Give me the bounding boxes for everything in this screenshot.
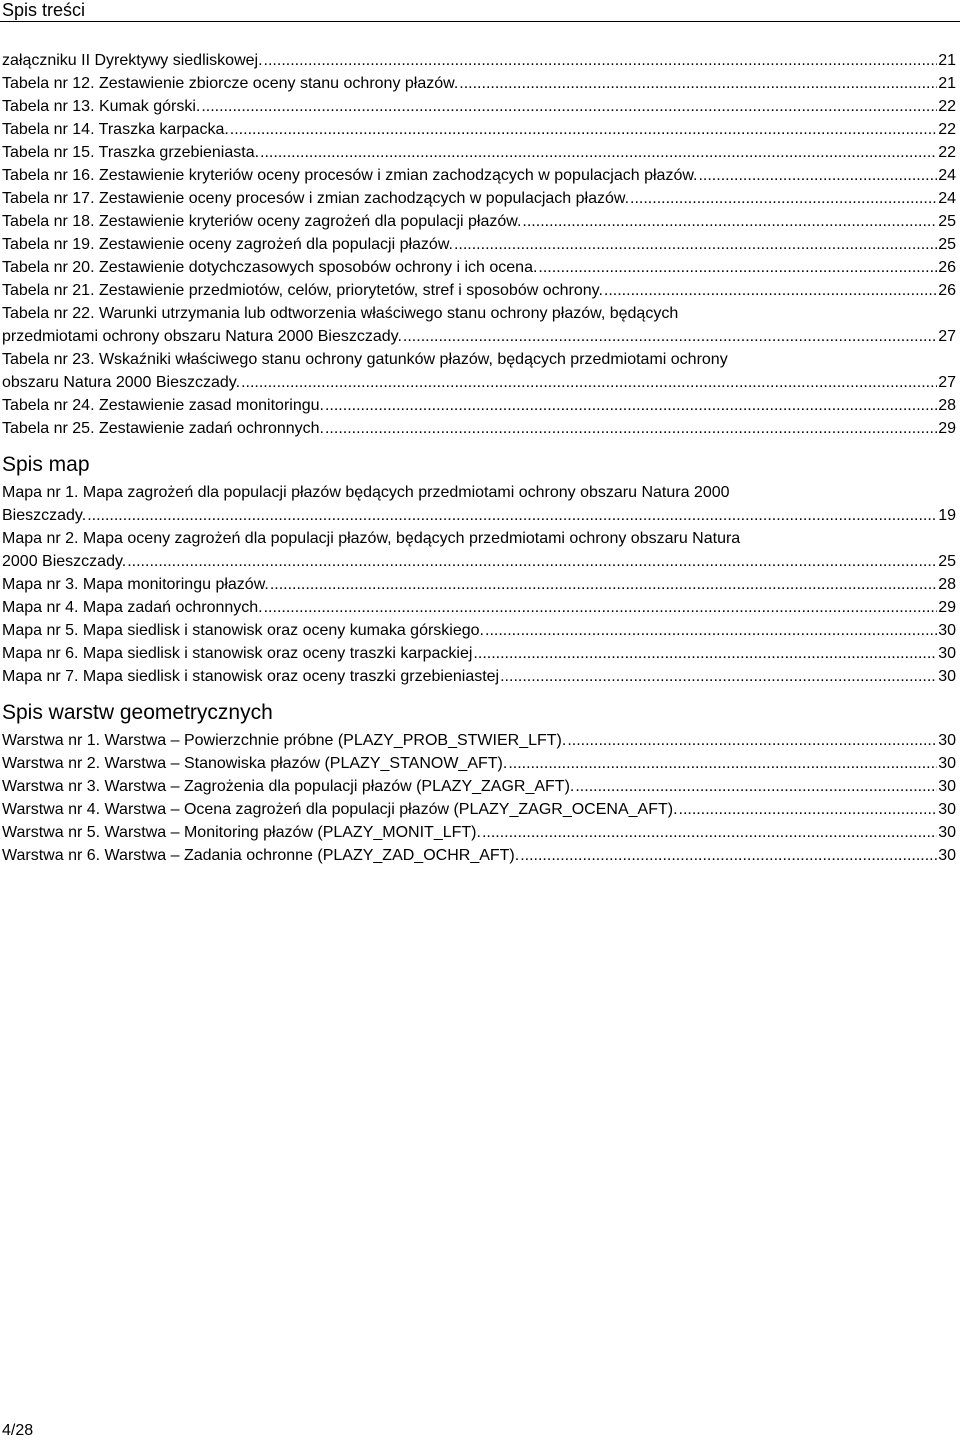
page-number: 4/28 bbox=[2, 1422, 34, 1439]
dot-leader bbox=[485, 619, 937, 642]
entry-line bbox=[2, 665, 956, 688]
page-ref: 22 bbox=[938, 121, 956, 138]
entry-text: Tabela nr 22. Warunki utrzymania lub odtworzenia właściwego stanu ochrony płazów, będących bbox=[2, 305, 679, 322]
page-ref: 30 bbox=[938, 778, 956, 795]
entry-line bbox=[2, 141, 956, 164]
toc-entry-layer[interactable] bbox=[2, 729, 956, 752]
entry-line bbox=[2, 256, 956, 279]
dot-leader bbox=[230, 118, 937, 141]
dot-leader bbox=[270, 573, 937, 596]
toc-entry-map[interactable] bbox=[2, 665, 956, 688]
dot-leader bbox=[604, 279, 937, 302]
maps-list bbox=[2, 481, 956, 688]
toc-entry-map[interactable] bbox=[2, 596, 956, 619]
entry-text: Warstwa nr 4. Warstwa – Ocena zagrożeń dla populacji płazów (PLAZY_ZAGR_OCENA_AFT). bbox=[2, 801, 678, 818]
entry-text: Tabela nr 19. Zestawienie oceny zagrożeń dla populacji płazów. bbox=[2, 236, 453, 253]
toc-entry-layer[interactable] bbox=[2, 844, 956, 867]
page-ref: 25 bbox=[938, 553, 956, 570]
dot-leader bbox=[520, 844, 937, 867]
page-ref: 25 bbox=[938, 236, 956, 253]
toc-entry-table[interactable] bbox=[2, 49, 956, 72]
toc-entry-table[interactable] bbox=[2, 348, 956, 394]
page-ref: 30 bbox=[938, 847, 956, 864]
toc-entry-map[interactable] bbox=[2, 573, 956, 596]
toc-content bbox=[2, 49, 956, 867]
toc-entry-table[interactable] bbox=[2, 187, 956, 210]
page-ref: 19 bbox=[938, 507, 956, 524]
dot-leader bbox=[201, 95, 937, 118]
entry-line bbox=[2, 394, 956, 417]
toc-entry-table[interactable] bbox=[2, 417, 956, 440]
page-ref: 26 bbox=[938, 282, 956, 299]
dot-leader bbox=[522, 210, 937, 233]
page-ref: 22 bbox=[938, 144, 956, 161]
entry-text: Tabela nr 16. Zestawienie kryteriów oceny procesów i zmian zachodzących w populacjach płazów. bbox=[2, 167, 698, 184]
entry-text: Mapa nr 1. Mapa zagrożeń dla populacji płazów będących przedmiotami ochrony obszaru Natura 2000 bbox=[2, 484, 730, 501]
toc-entry-table[interactable] bbox=[2, 256, 956, 279]
page-ref: 26 bbox=[938, 259, 956, 276]
entry-text: Tabela nr 21. Zestawienie przedmiotów, celów, priorytetów, stref i sposobów ochrony. bbox=[2, 282, 603, 299]
entry-text: Warstwa nr 3. Warstwa – Zagrożenia dla populacji płazów (PLAZY_ZAGR_AFT). bbox=[2, 778, 575, 795]
page-ref: 30 bbox=[938, 645, 956, 662]
entry-text: Mapa nr 4. Mapa zadań ochronnych. bbox=[2, 599, 263, 616]
dot-leader bbox=[630, 187, 937, 210]
entry-line bbox=[2, 550, 956, 573]
entry-text: Tabela nr 14. Traszka karpacka. bbox=[2, 121, 229, 138]
page-ref: 24 bbox=[938, 190, 956, 207]
dot-leader bbox=[538, 256, 937, 279]
dot-leader bbox=[241, 371, 937, 394]
maps-heading: Spis map bbox=[2, 453, 90, 476]
toc-entry-layer[interactable] bbox=[2, 752, 956, 775]
entry-text: Warstwa nr 5. Warstwa – Monitoring płazów (PLAZY_MONIT_LFT). bbox=[2, 824, 481, 841]
page-ref: 30 bbox=[938, 622, 956, 639]
toc-entry-map[interactable] bbox=[2, 619, 956, 642]
toc-entry-layer[interactable] bbox=[2, 821, 956, 844]
page-header bbox=[0, 0, 960, 22]
dot-leader bbox=[127, 550, 937, 573]
entry-line bbox=[2, 527, 956, 550]
dot-leader bbox=[567, 729, 937, 752]
toc-entry-table[interactable] bbox=[2, 95, 956, 118]
entry-text: Tabela nr 24. Zestawienie zasad monitoringu. bbox=[2, 397, 324, 414]
page-ref: 30 bbox=[938, 668, 956, 685]
dot-leader bbox=[459, 72, 937, 95]
toc-entry-map[interactable] bbox=[2, 481, 956, 527]
entry-text: Tabela nr 20. Zestawienie dotychczasowych sposobów ochrony i ich ocena. bbox=[2, 259, 538, 276]
toc-entry-layer[interactable] bbox=[2, 775, 956, 798]
header-title: Spis treści bbox=[2, 0, 86, 20]
page-ref: 22 bbox=[938, 98, 956, 115]
entry-text: Mapa nr 3. Mapa monitoringu płazów. bbox=[2, 576, 269, 593]
dot-leader bbox=[575, 775, 937, 798]
entry-line bbox=[2, 619, 956, 642]
entry-line bbox=[2, 752, 956, 775]
toc-entry-table[interactable] bbox=[2, 118, 956, 141]
page-ref: 24 bbox=[938, 167, 956, 184]
entry-text: załączniku II Dyrektywy siedliskowej. bbox=[2, 52, 263, 69]
entry-line bbox=[2, 481, 956, 504]
page-ref: 29 bbox=[938, 420, 956, 437]
entry-text: Tabela nr 25. Zestawienie zadań ochronnych. bbox=[2, 420, 324, 437]
toc-entry-layer[interactable] bbox=[2, 798, 956, 821]
dot-leader bbox=[454, 233, 937, 256]
entry-line bbox=[2, 210, 956, 233]
entry-line bbox=[2, 187, 956, 210]
entry-text: Mapa nr 2. Mapa oceny zagrożeń dla populacji płazów, będących przedmiotami ochrony obszaru Natura bbox=[2, 530, 741, 547]
entry-text: Bieszczady. bbox=[2, 507, 87, 524]
entry-line bbox=[2, 573, 956, 596]
page-ref: 30 bbox=[938, 801, 956, 818]
dot-leader bbox=[264, 49, 938, 72]
entry-line bbox=[2, 844, 956, 867]
toc-entry-table[interactable] bbox=[2, 394, 956, 417]
page-ref: 30 bbox=[938, 732, 956, 749]
toc-entry-table[interactable] bbox=[2, 279, 956, 302]
entry-text: 2000 Bieszczady. bbox=[2, 553, 127, 570]
page-ref: 27 bbox=[938, 328, 956, 345]
entry-text: Warstwa nr 2. Warstwa – Stanowiska płazów (PLAZY_STANOW_AFT). bbox=[2, 755, 508, 772]
entry-line bbox=[2, 596, 956, 619]
dot-leader bbox=[500, 665, 937, 688]
entry-line bbox=[2, 821, 956, 844]
dot-leader bbox=[698, 164, 937, 187]
entry-text: Warstwa nr 6. Warstwa – Zadania ochronne (PLAZY_ZAD_OCHR_AFT). bbox=[2, 847, 520, 864]
page-ref: 30 bbox=[938, 755, 956, 772]
dot-leader bbox=[264, 596, 938, 619]
page-ref: 30 bbox=[938, 824, 956, 841]
entry-line bbox=[2, 798, 956, 821]
entry-text: Warstwa nr 1. Warstwa – Powierzchnie próbne (PLAZY_PROB_STWIER_LFT). bbox=[2, 732, 567, 749]
tables-list bbox=[2, 49, 956, 440]
page-ref: 28 bbox=[938, 576, 956, 593]
page-ref: 28 bbox=[938, 397, 956, 414]
entry-line bbox=[2, 504, 956, 527]
entry-line bbox=[2, 642, 956, 665]
entry-line bbox=[2, 233, 956, 256]
entry-line bbox=[2, 279, 956, 302]
entry-line bbox=[2, 325, 956, 348]
page-ref: 27 bbox=[938, 374, 956, 391]
toc-entry-table[interactable] bbox=[2, 210, 956, 233]
entry-line bbox=[2, 72, 956, 95]
page-ref: 21 bbox=[938, 75, 956, 92]
entry-line bbox=[2, 417, 956, 440]
dot-leader bbox=[482, 821, 937, 844]
entry-text: przedmiotami ochrony obszaru Natura 2000 Bieszczady. bbox=[2, 328, 402, 345]
entry-text: Tabela nr 18. Zestawienie kryteriów oceny zagrożeń dla populacji płazów. bbox=[2, 213, 522, 230]
toc-entry-table[interactable] bbox=[2, 233, 956, 256]
toc-entry-map[interactable] bbox=[2, 642, 956, 665]
entry-text: Tabela nr 12. Zestawienie zbiorcze oceny stanu ochrony płazów. bbox=[2, 75, 459, 92]
page-ref: 21 bbox=[938, 52, 956, 69]
entry-line bbox=[2, 118, 956, 141]
dot-leader bbox=[679, 798, 938, 821]
entry-line bbox=[2, 49, 956, 72]
layers-list bbox=[2, 729, 956, 867]
entry-line bbox=[2, 302, 956, 325]
dot-leader bbox=[473, 642, 937, 665]
entry-text: Mapa nr 5. Mapa siedlisk i stanowisk oraz oceny kumaka górskiego. bbox=[2, 622, 484, 639]
dot-leader bbox=[508, 752, 937, 775]
entry-text: Tabela nr 15. Traszka grzebieniasta. bbox=[2, 144, 260, 161]
entry-text: Tabela nr 13. Kumak górski. bbox=[2, 98, 201, 115]
dot-leader bbox=[87, 504, 937, 527]
entry-text: Mapa nr 6. Mapa siedlisk i stanowisk oraz oceny traszki karpackiej bbox=[2, 645, 473, 662]
entry-line bbox=[2, 164, 956, 187]
entry-line bbox=[2, 729, 956, 752]
entry-text: Mapa nr 7. Mapa siedlisk i stanowisk oraz oceny traszki grzebieniastej bbox=[2, 668, 500, 685]
toc-entry-map[interactable] bbox=[2, 527, 956, 573]
entry-text: Tabela nr 17. Zestawienie oceny procesów i zmian zachodzących w populacjach płazów. bbox=[2, 190, 630, 207]
toc-entry-table[interactable] bbox=[2, 141, 956, 164]
entry-text: obszaru Natura 2000 Bieszczady. bbox=[2, 374, 241, 391]
entry-line bbox=[2, 348, 956, 371]
toc-entry-table[interactable] bbox=[2, 164, 956, 187]
page-ref: 29 bbox=[938, 599, 956, 616]
dot-leader bbox=[260, 141, 937, 164]
dot-leader bbox=[325, 417, 937, 440]
toc-entry-table[interactable] bbox=[2, 72, 956, 95]
entry-line bbox=[2, 95, 956, 118]
entry-line bbox=[2, 775, 956, 798]
toc-entry-table[interactable] bbox=[2, 302, 956, 348]
entry-line bbox=[2, 371, 956, 394]
layers-heading: Spis warstw geometrycznych bbox=[2, 701, 273, 724]
dot-leader bbox=[325, 394, 937, 417]
entry-text: Tabela nr 23. Wskaźniki właściwego stanu ochrony gatunków płazów, będących przedmiotami ochrony bbox=[2, 351, 728, 368]
dot-leader bbox=[403, 325, 937, 348]
page-ref: 25 bbox=[938, 213, 956, 230]
